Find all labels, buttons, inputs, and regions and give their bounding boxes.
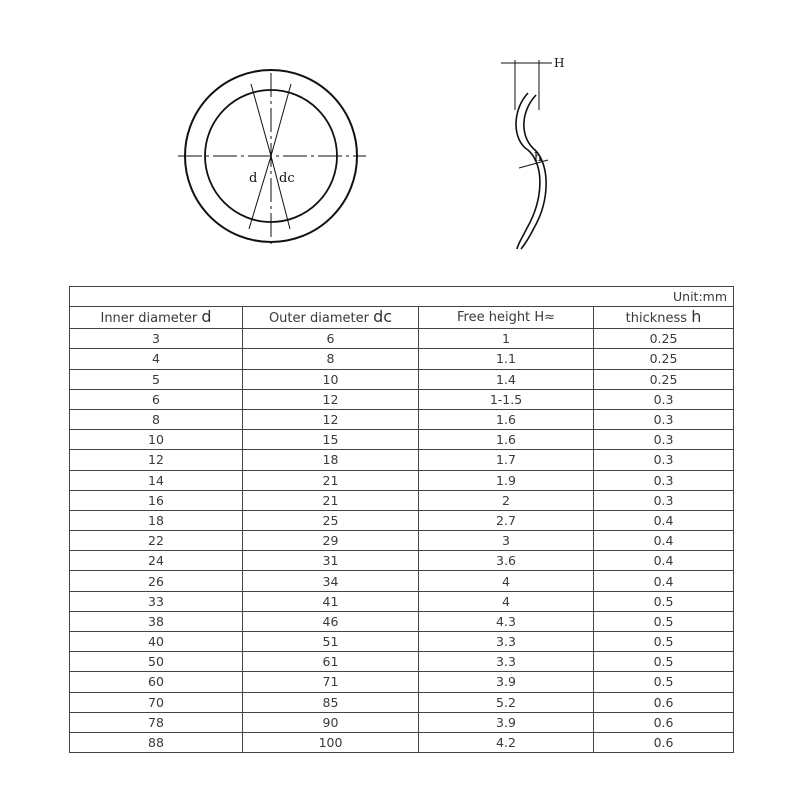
label-h: h	[534, 150, 542, 164]
cell-thickness: 0.3	[594, 450, 734, 470]
section-line-upper-right	[271, 84, 291, 156]
header-free-height-text: Free height	[457, 310, 531, 326]
unit-label: Unit:mm	[70, 287, 734, 307]
cell-free-height: 5.2	[419, 692, 594, 712]
cell-thickness: 0.3	[594, 490, 734, 510]
cell-free-height: 1.7	[419, 450, 594, 470]
section-line-upper-left	[251, 84, 271, 156]
section-line-lower-right	[271, 156, 290, 229]
header-inner-diameter-text: Inner diameter	[100, 311, 198, 327]
cell-thickness: 0.25	[594, 329, 734, 349]
cell-thickness: 0.5	[594, 652, 734, 672]
cell-free-height: 3.3	[419, 632, 594, 652]
table-row	[70, 430, 734, 450]
cell-outer-diameter: 46	[243, 611, 419, 631]
cell-free-height: 3	[419, 531, 594, 551]
cell-inner-diameter: 38	[70, 611, 243, 631]
cell-free-height: 4	[419, 571, 594, 591]
cell-thickness: 0.6	[594, 692, 734, 712]
header-row	[70, 307, 734, 329]
cell-outer-diameter: 12	[243, 389, 419, 409]
table-row	[70, 409, 734, 429]
cell-free-height: 1.6	[419, 409, 594, 429]
cell-inner-diameter: 5	[70, 369, 243, 389]
table-row	[70, 692, 734, 712]
label-H: H	[554, 56, 565, 70]
cell-outer-diameter: 12	[243, 409, 419, 429]
cell-thickness: 0.5	[594, 611, 734, 631]
cell-free-height: 1.9	[419, 470, 594, 490]
table-row	[70, 712, 734, 732]
cell-inner-diameter: 88	[70, 732, 243, 752]
cell-free-height: 3.6	[419, 551, 594, 571]
cell-thickness: 0.3	[594, 430, 734, 450]
cell-thickness: 0.4	[594, 551, 734, 571]
cell-outer-diameter: 100	[243, 732, 419, 752]
header-outer-diameter-text: Outer diameter	[268, 311, 369, 327]
washer-top-view	[178, 70, 366, 244]
cell-outer-diameter: 10	[243, 369, 419, 389]
cell-outer-diameter: 51	[243, 632, 419, 652]
cell-thickness: 0.5	[594, 672, 734, 692]
label-d: d	[249, 171, 258, 186]
cell-inner-diameter: 18	[70, 510, 243, 530]
cell-free-height: 3.9	[419, 712, 594, 732]
table-row	[70, 389, 734, 409]
table-row	[70, 369, 734, 389]
table-row	[70, 732, 734, 752]
washer-side-view	[501, 60, 552, 249]
cell-outer-diameter: 8	[243, 349, 419, 369]
cell-inner-diameter: 40	[70, 632, 243, 652]
table-row	[70, 571, 734, 591]
cell-inner-diameter: 22	[70, 531, 243, 551]
cell-inner-diameter: 78	[70, 712, 243, 732]
cell-thickness: 0.5	[594, 591, 734, 611]
cell-thickness: 0.3	[594, 470, 734, 490]
table-row	[70, 531, 734, 551]
cell-free-height: 1-1.5	[419, 389, 594, 409]
unit-row	[70, 287, 734, 307]
cell-inner-diameter: 24	[70, 551, 243, 571]
cell-outer-diameter: 18	[243, 450, 419, 470]
header-thickness	[594, 307, 734, 329]
cell-outer-diameter: 25	[243, 510, 419, 530]
table-row	[70, 672, 734, 692]
cell-outer-diameter: 34	[243, 571, 419, 591]
cell-outer-diameter: 31	[243, 551, 419, 571]
cell-inner-diameter: 16	[70, 490, 243, 510]
cell-free-height: 2	[419, 490, 594, 510]
cell-thickness: 0.3	[594, 409, 734, 429]
header-inner-diameter-symbol: d	[201, 307, 212, 327]
table-row	[70, 329, 734, 349]
wave-profile-outer	[516, 93, 540, 249]
label-dc: dc	[279, 171, 295, 186]
section-line-lower-left	[249, 156, 271, 229]
cell-thickness: 0.4	[594, 571, 734, 591]
cell-outer-diameter: 21	[243, 490, 419, 510]
cell-inner-diameter: 10	[70, 430, 243, 450]
table-row	[70, 632, 734, 652]
cell-thickness: 0.6	[594, 712, 734, 732]
cell-free-height: 4.2	[419, 732, 594, 752]
cell-free-height: 4.3	[419, 611, 594, 631]
cell-free-height: 3.9	[419, 672, 594, 692]
cell-inner-diameter: 12	[70, 450, 243, 470]
cell-outer-diameter: 15	[243, 430, 419, 450]
cell-outer-diameter: 85	[243, 692, 419, 712]
header-thickness-text: thickness	[625, 311, 688, 327]
cell-free-height: 1	[419, 329, 594, 349]
cell-inner-diameter: 33	[70, 591, 243, 611]
table-row	[70, 450, 734, 470]
cell-outer-diameter: 71	[243, 672, 419, 692]
header-outer-diameter	[243, 307, 419, 329]
table-row	[70, 652, 734, 672]
header-free-height-symbol: H≈	[534, 310, 555, 326]
cell-free-height: 1.1	[419, 349, 594, 369]
header-free-height	[419, 307, 594, 329]
table-row	[70, 591, 734, 611]
cell-inner-diameter: 14	[70, 470, 243, 490]
cell-thickness: 0.4	[594, 510, 734, 530]
cell-outer-diameter: 41	[243, 591, 419, 611]
cell-outer-diameter: 21	[243, 470, 419, 490]
header-thickness-symbol: h	[691, 307, 702, 327]
cell-outer-diameter: 61	[243, 652, 419, 672]
spec-table	[69, 286, 734, 753]
cell-thickness: 0.6	[594, 732, 734, 752]
cell-free-height: 1.6	[419, 430, 594, 450]
header-outer-diameter-symbol: dc	[373, 307, 393, 327]
table-row	[70, 611, 734, 631]
table-row	[70, 490, 734, 510]
spec-table-body	[70, 287, 734, 753]
cell-inner-diameter: 4	[70, 349, 243, 369]
cell-inner-diameter: 6	[70, 389, 243, 409]
cell-inner-diameter: 60	[70, 672, 243, 692]
wave-profile-inner	[521, 95, 546, 249]
cell-free-height: 3.3	[419, 652, 594, 672]
cell-thickness: 0.25	[594, 369, 734, 389]
header-inner-diameter	[70, 307, 243, 329]
cell-outer-diameter: 29	[243, 531, 419, 551]
cell-thickness: 0.3	[594, 389, 734, 409]
cell-inner-diameter: 26	[70, 571, 243, 591]
cell-free-height: 4	[419, 591, 594, 611]
cell-thickness: 0.25	[594, 349, 734, 369]
cell-inner-diameter: 8	[70, 409, 243, 429]
cell-outer-diameter: 90	[243, 712, 419, 732]
cell-inner-diameter: 70	[70, 692, 243, 712]
cell-outer-diameter: 6	[243, 329, 419, 349]
wave-washer-diagram	[0, 0, 800, 270]
table-row	[70, 510, 734, 530]
cell-inner-diameter: 3	[70, 329, 243, 349]
cell-thickness: 0.4	[594, 531, 734, 551]
cell-free-height: 2.7	[419, 510, 594, 530]
cell-free-height: 1.4	[419, 369, 594, 389]
table-row	[70, 349, 734, 369]
cell-thickness: 0.5	[594, 632, 734, 652]
table-row	[70, 551, 734, 571]
table-row	[70, 470, 734, 490]
cell-inner-diameter: 50	[70, 652, 243, 672]
